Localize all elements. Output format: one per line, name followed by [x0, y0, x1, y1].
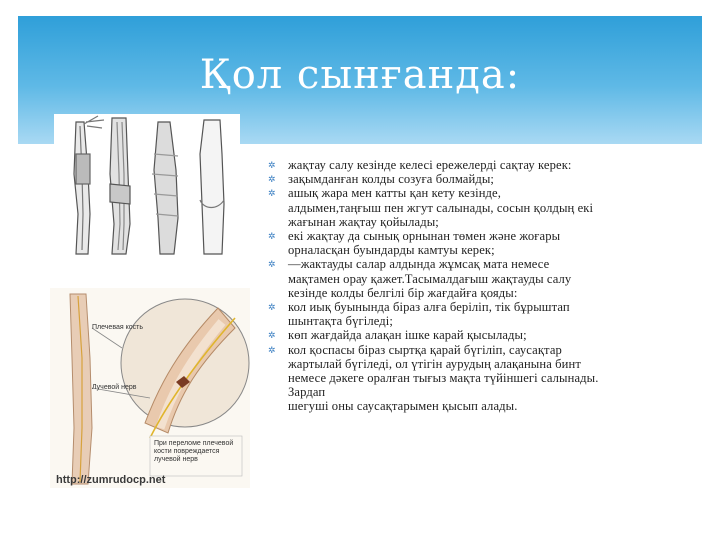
- radial-nerve-illustration: [50, 288, 250, 488]
- slide-title: Қол сынғанда:: [199, 52, 521, 98]
- star-bullet-icon: ✲: [268, 174, 276, 185]
- star-bullet-icon: ✲: [268, 231, 276, 242]
- star-bullet-icon: ✲: [268, 330, 276, 341]
- arm-fracture-illustration: [54, 114, 240, 264]
- list-item: ✲ —жактауды салар алдында жұмсақ мата немесе мақтамен орау қажет.Тасымалдағыш жақтауды салу кезінде колды белгілі бір жағдайға қояды:: [268, 257, 572, 300]
- star-bullet-icon: ✲: [268, 302, 276, 313]
- star-bullet-icon: ✲: [268, 344, 276, 355]
- list-item: ✲ жақтау салу кезінде келесі ережелерді сақтау керек:: [268, 158, 572, 172]
- label-humerus: Плечевая кость: [92, 324, 143, 331]
- rules-list: [266, 158, 696, 414]
- list-item: ✲ кол қоспасы біраз сыртқа қарай бүгіліп, саусақтар жартылай бүгіледі, ол үтігін аурудың алақанына бинт немесе дәкеге оралған тығыз мақта түйіншегі салынады. Зардап шегуші оны саусақтарымен қысып алады.: [268, 342, 599, 414]
- list-item: ✲ көп жағдайда алақан ішке карай қысылады;: [268, 328, 527, 343]
- arm-sketch-svg: [54, 114, 240, 264]
- list-item: ✲ ашық жара мен катты қан кету кезінде, алдымен,таңғыш пен жгут салынады, сосын қолдың екі жағынан жақтау қойылады;: [268, 186, 594, 229]
- list-item: ✲ екі жақтау да сынық орнынан төмен және жоғары орналасқан буындарды камтуы керек;: [268, 229, 561, 258]
- star-bullet-icon: ✲: [268, 160, 276, 170]
- watermark-url: http://zumrudocp.net: [56, 474, 166, 486]
- list-item: ✲ кол иық буынында біраз алға беріліп, тік бұрыштап шынтақта бүгіледі;: [268, 300, 570, 329]
- label-radial-nerve: Лучевой нерв: [92, 384, 137, 391]
- star-bullet-icon: ✲: [268, 259, 276, 270]
- figure-caption: При переломе плечевой кости повреждается лучевой нерв: [154, 440, 234, 463]
- star-bullet-icon: ✲: [268, 188, 276, 199]
- list-item: ✲ зақымданған колды созуға болмайды;: [268, 172, 495, 187]
